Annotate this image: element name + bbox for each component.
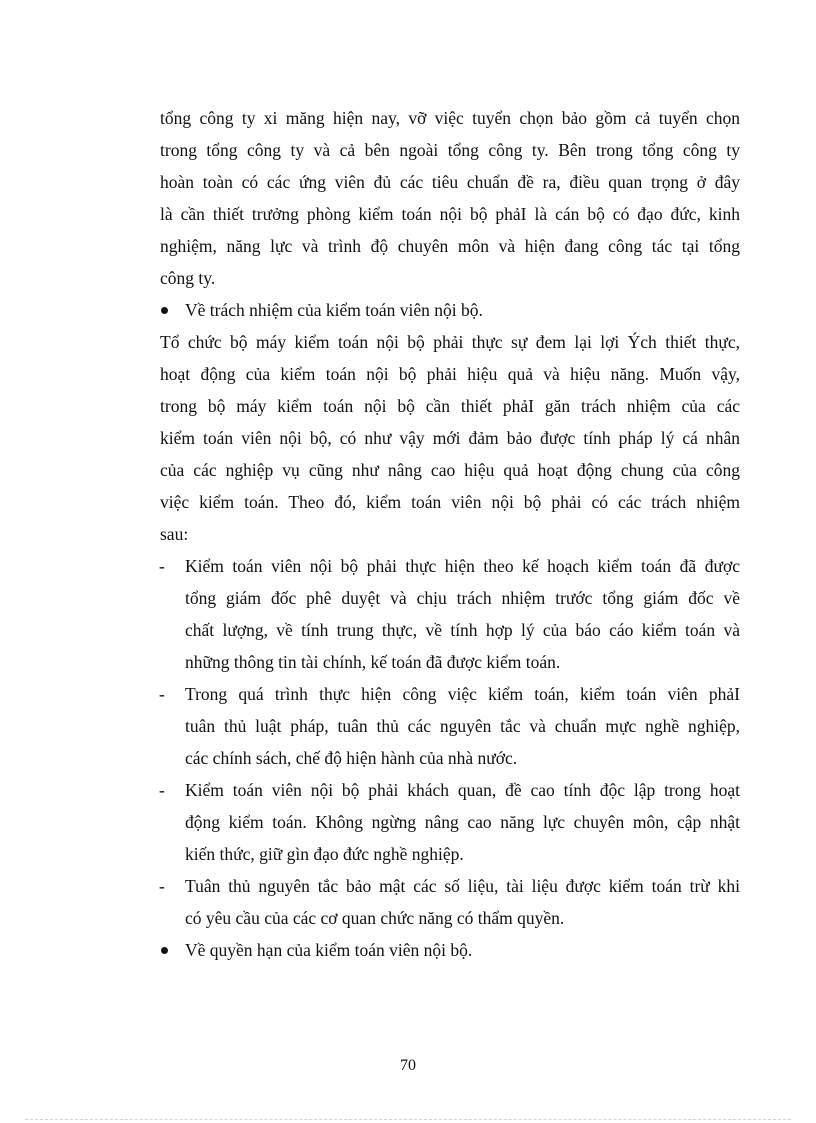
bullet-dot-icon: [160, 934, 180, 966]
text-line: việc kiểm toán. Theo đó, kiểm toán viên nội bộ phải có các trách nhiệm: [160, 492, 740, 512]
text-line: Tổ chức bộ máy kiểm toán nội bộ phải thực sự đem lại lợi Ých thiết thực,: [160, 332, 740, 352]
bullet-text: Về quyền hạn của kiểm toán viên nội bộ.: [185, 940, 473, 960]
text-line: chất lượng, về tính trung thực, về tính hợp lý của báo cáo kiểm toán và: [185, 620, 740, 640]
text-line: các chính sách, chế độ hiện hành của nhà nước.: [185, 748, 518, 768]
dash-list-item: [160, 678, 740, 774]
dash-marker: -: [159, 780, 165, 800]
text-line: Trong quá trình thực hiện công việc kiểm toán, kiểm toán viên phảI: [185, 684, 740, 704]
dash-list-item: [160, 870, 740, 934]
text-line: tuân thủ luật pháp, tuân thủ các nguyên tắc và chuẩn mực nghề nghiệp,: [185, 716, 740, 736]
page-bottom-divider: [25, 1119, 791, 1120]
paragraph: [160, 326, 740, 550]
bullet-item: [160, 294, 740, 326]
text-line: Tuân thủ nguyên tắc bảo mật các số liệu, tài liệu được kiểm toán trừ khi: [185, 876, 740, 896]
text-line: trong bộ máy kiểm toán nội bộ cần thiết phảI găn trách nhiệm của các: [160, 396, 740, 416]
text-line: những thông tin tài chính, kế toán đã được kiểm toán.: [185, 652, 561, 672]
text-line: tổng giám đốc phê duyệt và chịu trách nhiệm trước tổng giám đốc về: [185, 588, 740, 608]
bullet-dot-icon: [160, 294, 180, 326]
paragraph: [160, 102, 740, 294]
dash-marker: -: [159, 684, 165, 704]
document-body: [160, 102, 740, 966]
text-line: nghiệm, năng lực và trình độ chuyên môn và hiện đang công tác tại tổng: [160, 236, 740, 256]
text-line: Kiểm toán viên nội bộ phải thực hiện theo kế hoạch kiểm toán đã được: [185, 556, 740, 576]
text-line: kiểm toán viên nội bộ, có như vậy mới đảm bảo được tính pháp lý cá nhân: [160, 428, 740, 448]
text-line: là cần thiết trưởng phòng kiểm toán nội bộ phảI là cán bộ có đạo đức, kinh: [160, 204, 740, 224]
page-number: 70: [400, 1057, 416, 1074]
text-line: có yêu cầu của các cơ quan chức năng có thẩm quyền.: [185, 908, 565, 928]
text-line: tổng công ty xi măng hiện nay, vỡ việc tuyển chọn bảo gồm cả tuyển chọn: [160, 108, 740, 128]
text-line: hoạt động của kiểm toán nội bộ phải hiệu quả và hiệu năng. Muốn vậy,: [160, 364, 740, 384]
text-line: kiến thức, giữ gìn đạo đức nghề nghiệp.: [185, 844, 464, 864]
bullet-text: Về trách nhiệm của kiểm toán viên nội bộ.: [185, 300, 483, 320]
dash-marker: -: [159, 556, 165, 576]
text-line: của các nghiệp vụ cũng như nâng cao hiệu quả hoạt động chung của công: [160, 460, 740, 480]
bullet-item: [160, 934, 740, 966]
text-line: động kiểm toán. Không ngừng nâng cao năng lực chuyên môn, cập nhật: [185, 812, 740, 832]
text-line: hoàn toàn có các ứng viên đủ các tiêu chuẩn đề ra, điều quan trọng ở đây: [160, 172, 740, 192]
dash-list-item: [160, 774, 740, 870]
text-line: công ty.: [160, 268, 216, 288]
text-line: Kiểm toán viên nội bộ phải khách quan, đề cao tính độc lập trong hoạt: [185, 780, 740, 800]
dash-list-item: [160, 550, 740, 678]
text-line: trong tổng công ty và cả bên ngoài tổng công ty. Bên trong tổng công ty: [160, 140, 740, 160]
dash-marker: -: [159, 876, 165, 896]
text-line: sau:: [160, 524, 189, 544]
